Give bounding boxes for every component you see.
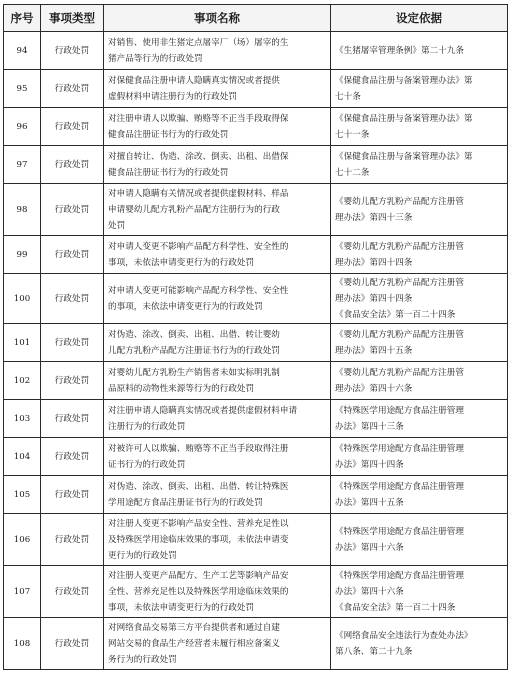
item-type-cell: 行政处罚 xyxy=(41,108,104,146)
serial-number-cell: 106 xyxy=(4,514,41,566)
item-name-cell: 对申请人变更可能影响产品配方科学性、安全性 的事项，未依法申请变更行为的行政处罚 xyxy=(104,274,331,324)
item-name-cell: 对被许可人以欺骗、贿赂等不正当手段取得注册 证书行为的行政处罚 xyxy=(104,438,331,476)
serial-number-cell: 98 xyxy=(4,184,41,236)
serial-number-cell: 104 xyxy=(4,438,41,476)
item-name-cell: 对注册申请人以欺骗、贿赂等不正当手段取得保 健食品注册证书行为的行政处罚 xyxy=(104,108,331,146)
item-name-cell: 对擅自转让、伪造、涂改、倒卖、出租、出借保 健食品注册证书行为的行政处罚 xyxy=(104,146,331,184)
item-type-cell: 行政处罚 xyxy=(41,438,104,476)
table-row xyxy=(4,566,508,618)
item-name-cell: 对网络食品交易第三方平台提供者和通过自建 网站交易的食品生产经营者未履行相应备案义 务行为的行政处罚 xyxy=(104,618,331,670)
serial-number-cell: 103 xyxy=(4,400,41,438)
table-header xyxy=(4,5,508,32)
legal-basis-cell: 《保健食品注册与备案管理办法》第 七十条 xyxy=(331,70,508,108)
serial-number-cell: 105 xyxy=(4,476,41,514)
serial-number-cell: 107 xyxy=(4,566,41,618)
table-row xyxy=(4,32,508,70)
serial-number-cell: 100 xyxy=(4,274,41,324)
item-name-cell: 对婴幼儿配方乳粉生产销售者未如实标明乳制 品原料的动物性来源等行为的行政处罚 xyxy=(104,362,331,400)
item-type-cell: 行政处罚 xyxy=(41,362,104,400)
legal-basis-cell: 《婴幼儿配方乳粉产品配方注册管 理办法》第四十四条 《食品安全法》第一百二十四条 xyxy=(331,274,508,324)
legal-basis-cell: 《生猪屠宰管理条例》第二十九条 xyxy=(331,32,508,70)
item-name-cell: 对保健食品注册申请人隐瞒真实情况或者提供 虚假材料申请注册行为的行政处罚 xyxy=(104,70,331,108)
item-name-cell: 对伪造、涂改、倒卖、出租、出借、转让婴幼 儿配方乳粉产品配方注册证书行为的行政处罚 xyxy=(104,324,331,362)
legal-basis-cell: 《保健食品注册与备案管理办法》第 七十二条 xyxy=(331,146,508,184)
table-row xyxy=(4,618,508,670)
serial-number-cell: 108 xyxy=(4,618,41,670)
legal-basis-cell: 《婴幼儿配方乳粉产品配方注册管 理办法》第四十五条 xyxy=(331,324,508,362)
table-row xyxy=(4,70,508,108)
table-row xyxy=(4,438,508,476)
item-name-cell: 对申请人隐瞒有关情况或者提供虚假材料、样品 申请婴幼儿配方乳粉产品配方注册行为的行政 处罚 xyxy=(104,184,331,236)
header-row xyxy=(4,5,508,32)
legal-basis-cell: 《特殊医学用途配方食品注册管理 办法》第四十五条 xyxy=(331,476,508,514)
table-row xyxy=(4,514,508,566)
item-type-cell: 行政处罚 xyxy=(41,236,104,274)
table-row xyxy=(4,274,508,324)
table-row xyxy=(4,184,508,236)
item-name-cell: 对注册人变更不影响产品安全性、营养充足性以 及特殊医学用途临床效果的事项，未依法申请变 更行为的行政处罚 xyxy=(104,514,331,566)
serial-number-cell: 101 xyxy=(4,324,41,362)
header-item-type: 事项类型 xyxy=(41,5,104,32)
item-name-cell: 对注册人变更产品配方、生产工艺等影响产品安 全性、营养充足性以及特殊医学用途临床效果的 事项，未依法申请变更行为的行政处罚 xyxy=(104,566,331,618)
legal-basis-cell: 《特殊医学用途配方食品注册管理 办法》第四十六条 《食品安全法》第一百二十四条 xyxy=(331,566,508,618)
serial-number-cell: 94 xyxy=(4,32,41,70)
table-body xyxy=(4,32,508,670)
serial-number-cell: 97 xyxy=(4,146,41,184)
header-serial-number: 序号 xyxy=(4,5,41,32)
serial-number-cell: 99 xyxy=(4,236,41,274)
item-type-cell: 行政处罚 xyxy=(41,184,104,236)
item-name-cell: 对销售、使用非生猪定点屠宰厂（场）屠宰的生 猪产品等行为的行政处罚 xyxy=(104,32,331,70)
item-type-cell: 行政处罚 xyxy=(41,476,104,514)
item-type-cell: 行政处罚 xyxy=(41,514,104,566)
item-type-cell: 行政处罚 xyxy=(41,400,104,438)
item-name-cell: 对注册申请人隐瞒真实情况或者提供虚假材料申请 注册行为的行政处罚 xyxy=(104,400,331,438)
item-type-cell: 行政处罚 xyxy=(41,566,104,618)
table-row xyxy=(4,476,508,514)
legal-basis-cell: 《特殊医学用途配方食品注册管理 办法》第四十三条 xyxy=(331,400,508,438)
item-type-cell: 行政处罚 xyxy=(41,146,104,184)
header-item-name: 事项名称 xyxy=(104,5,331,32)
legal-basis-cell: 《特殊医学用途配方食品注册管理 办法》第四十四条 xyxy=(331,438,508,476)
item-name-cell: 对伪造、涂改、倒卖、出租、出借、转让特殊医 学用途配方食品注册证书行为的行政处罚 xyxy=(104,476,331,514)
serial-number-cell: 96 xyxy=(4,108,41,146)
item-type-cell: 行政处罚 xyxy=(41,70,104,108)
table-row xyxy=(4,362,508,400)
header-legal-basis: 设定依据 xyxy=(331,5,508,32)
serial-number-cell: 95 xyxy=(4,70,41,108)
legal-basis-cell: 《婴幼儿配方乳粉产品配方注册管 理办法》第四十六条 xyxy=(331,362,508,400)
items-table xyxy=(3,4,508,670)
serial-number-cell: 102 xyxy=(4,362,41,400)
item-type-cell: 行政处罚 xyxy=(41,32,104,70)
legal-basis-cell: 《保健食品注册与备案管理办法》第 七十一条 xyxy=(331,108,508,146)
item-type-cell: 行政处罚 xyxy=(41,324,104,362)
table-row xyxy=(4,324,508,362)
table-row xyxy=(4,400,508,438)
item-type-cell: 行政处罚 xyxy=(41,274,104,324)
item-type-cell: 行政处罚 xyxy=(41,618,104,670)
legal-basis-cell: 《网络食品安全违法行为查处办法》 第八条、第二十九条 xyxy=(331,618,508,670)
legal-basis-cell: 《特殊医学用途配方食品注册管理 办法》第四十六条 xyxy=(331,514,508,566)
legal-basis-cell: 《婴幼儿配方乳粉产品配方注册管 理办法》第四十三条 xyxy=(331,184,508,236)
item-name-cell: 对申请人变更不影响产品配方科学性、安全性的 事项，未依法申请变更行为的行政处罚 xyxy=(104,236,331,274)
legal-basis-cell: 《婴幼儿配方乳粉产品配方注册管 理办法》第四十四条 xyxy=(331,236,508,274)
table-row xyxy=(4,146,508,184)
table-row xyxy=(4,236,508,274)
table-row xyxy=(4,108,508,146)
